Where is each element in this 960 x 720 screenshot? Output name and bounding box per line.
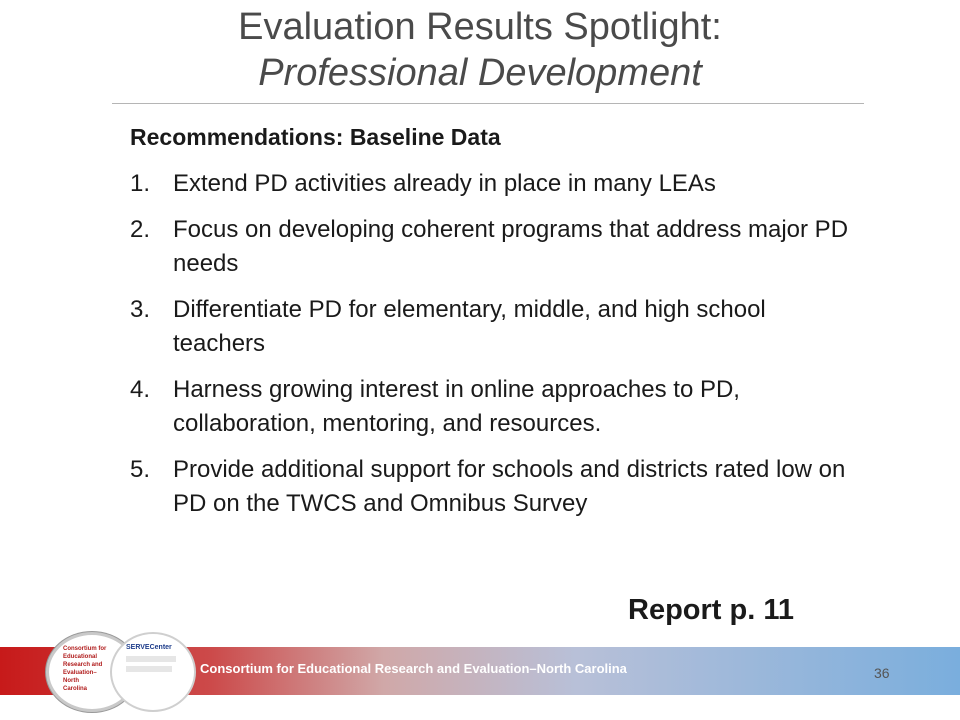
title-divider — [112, 103, 864, 104]
section-heading: Recommendations: Baseline Data — [130, 124, 501, 150]
page-number: 36 — [874, 665, 890, 681]
list-item: 4. Harness growing interest in online approaches to PD, collaboration, mentoring, and resources. — [130, 376, 740, 437]
slide-body — [130, 124, 850, 533]
list-item: 2. Focus on developing coherent programs that address major PD needs — [130, 216, 849, 277]
list-item: 1. Extend PD activities already in place in many LEAs — [130, 170, 716, 197]
ceres-logo: Consortium for Educational Research and Evaluation– North Carolina — [46, 632, 138, 712]
slide-title — [0, 4, 960, 96]
title-line-1: Evaluation Results Spotlight: — [238, 6, 722, 48]
report-reference: Report p. 11 — [628, 594, 794, 626]
title-line-2: Professional Development — [258, 52, 702, 94]
list-item: 5. Provide additional support for schools and districts rated low on PD on the TWCS and Omnibus Survey — [130, 456, 846, 517]
serve-center-logo: SERVECenter — [110, 632, 196, 712]
footer-org-name: Consortium for Educational Research and Evaluation–North Carolina — [200, 661, 627, 676]
list-item: 3. Differentiate PD for elementary, middle, and high school teachers — [130, 296, 766, 357]
recommendation-list — [130, 167, 850, 521]
